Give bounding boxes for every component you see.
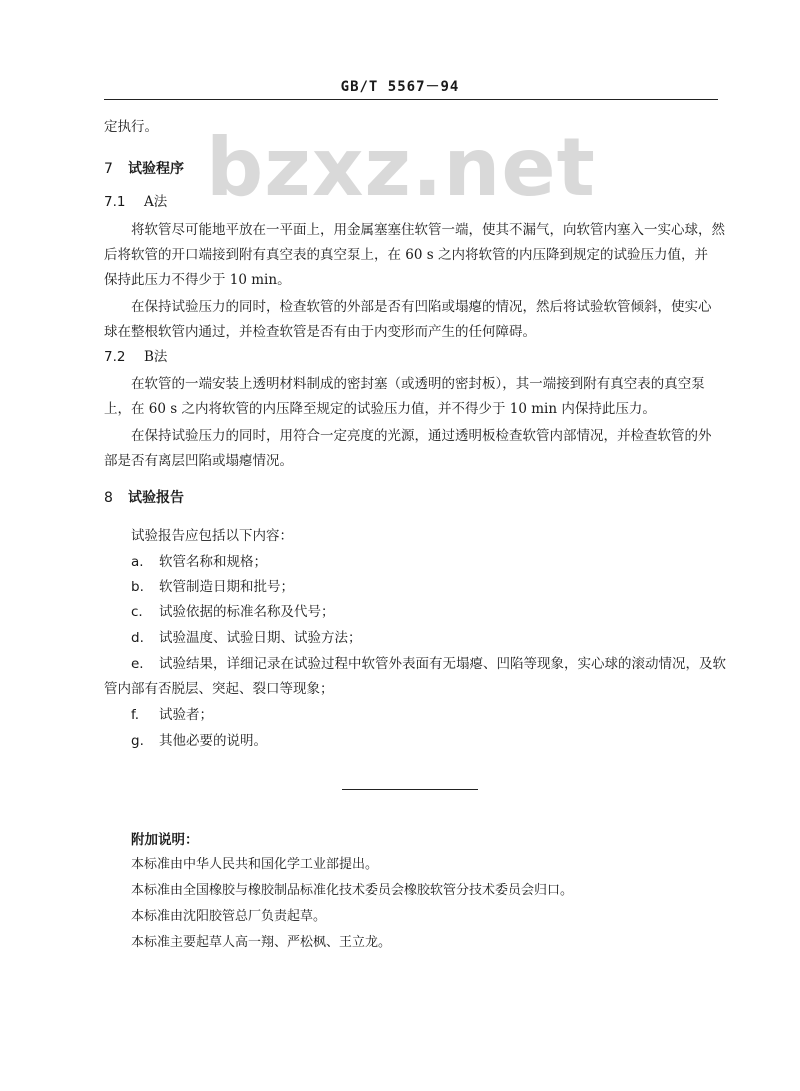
list-item-e-continued: 管内部有否脱层、突起、裂口等现象； <box>104 681 334 697</box>
item-text: 试验依据的标准名称及代号； <box>159 604 335 620</box>
additional-note: 本标准主要起草人高一翔、严松枫、王立龙。 <box>131 935 392 950</box>
item-text: 软管名称和规格； <box>159 554 267 570</box>
item-text: 试验结果，详细记录在试验过程中软管外表面有无塌瘪、凹陷等现象，实心球的滚动情况，及软 <box>159 656 726 672</box>
header-rule <box>104 99 718 100</box>
watermark: bzxz.net <box>206 121 596 214</box>
list-item-f <box>131 705 213 725</box>
paragraph-line: 试验报告应包括以下内容： <box>131 528 293 544</box>
item-text: 软管制造日期和批号； <box>159 579 294 595</box>
item-text: 其他必要的说明。 <box>159 733 267 749</box>
standard-code-header: GB/T 5567－94 <box>340 79 460 95</box>
section-number: 8 <box>104 490 113 506</box>
item-letter: d. <box>131 630 144 646</box>
paragraph-line: 在保持试验压力的同时，用符合一定亮度的光源，通过透明板检查软管内部情况，并检查软管的外 <box>131 428 712 444</box>
list-item-a <box>131 552 267 572</box>
item-text: 试验温度、试验日期、试验方法； <box>159 630 362 646</box>
item-letter: g. <box>131 733 144 749</box>
additional-notes-title: 附加说明： <box>131 832 199 848</box>
list-item-e <box>131 654 726 674</box>
subsection-title: B法 <box>144 349 168 365</box>
item-text: 试验者； <box>159 707 213 723</box>
item-letter: f. <box>131 707 140 723</box>
subsection-number: 7.2 <box>104 349 126 365</box>
paragraph-line: 将软管尽可能地平放在一平面上，用金属塞塞住软管一端，使其不漏气，向软管内塞入一实心球，然 <box>131 222 725 238</box>
section-title: 试验报告 <box>128 490 184 506</box>
item-letter: e. <box>131 656 144 672</box>
paragraph-line: 保持此压力不得少于 10 min。 <box>104 272 291 288</box>
item-letter: c. <box>131 604 143 620</box>
section-number: 7 <box>104 161 113 177</box>
paragraph-line: 球在整根软管内通过，并检查软管是否有由于内变形而产生的任何障碍。 <box>104 324 536 340</box>
continuation-line: 定执行。 <box>104 119 158 135</box>
list-item-c <box>131 602 335 622</box>
section-7-heading <box>104 159 184 179</box>
subsection-7-1-heading <box>104 192 167 212</box>
list-item-d <box>131 628 362 648</box>
paragraph-line: 后将软管的开口端接到附有真空表的真空泵上，在 60 s 之内将软管的内压降到规定的试验压力值，并 <box>104 247 708 263</box>
additional-note: 本标准由全国橡胶与橡胶制品标准化技术委员会橡胶软管分技术委员会归口。 <box>131 883 574 898</box>
subsection-title: A法 <box>144 194 168 210</box>
end-of-text-rule <box>342 789 478 790</box>
section-title: 试验程序 <box>128 161 184 177</box>
paragraph-line: 在保持试验压力的同时，检查软管的外部是否有凹陷或塌瘪的情况，然后将试验软管倾斜，使实心 <box>131 299 712 315</box>
list-item-b <box>131 577 294 597</box>
paragraph-line: 在软管的一端安装上透明材料制成的密封塞（或透明的密封板），其一端接到附有真空表的真空泵 <box>131 376 705 392</box>
paragraph-line: 部是否有离层凹陷或塌瘪情况。 <box>104 453 293 469</box>
subsection-7-2-heading <box>104 347 167 367</box>
subsection-number: 7.1 <box>104 194 126 210</box>
paragraph-line: 上，在 60 s 之内将软管的内压降至规定的试验压力值，并不得少于 10 min 内保持此压力。 <box>104 401 656 417</box>
item-letter: b. <box>131 579 144 595</box>
section-8-heading <box>104 488 184 508</box>
item-letter: a. <box>131 554 144 570</box>
additional-note: 本标准由中华人民共和国化学工业部提出。 <box>131 857 379 872</box>
list-item-g <box>131 731 267 751</box>
additional-note: 本标准由沈阳胶管总厂负责起草。 <box>131 909 327 924</box>
